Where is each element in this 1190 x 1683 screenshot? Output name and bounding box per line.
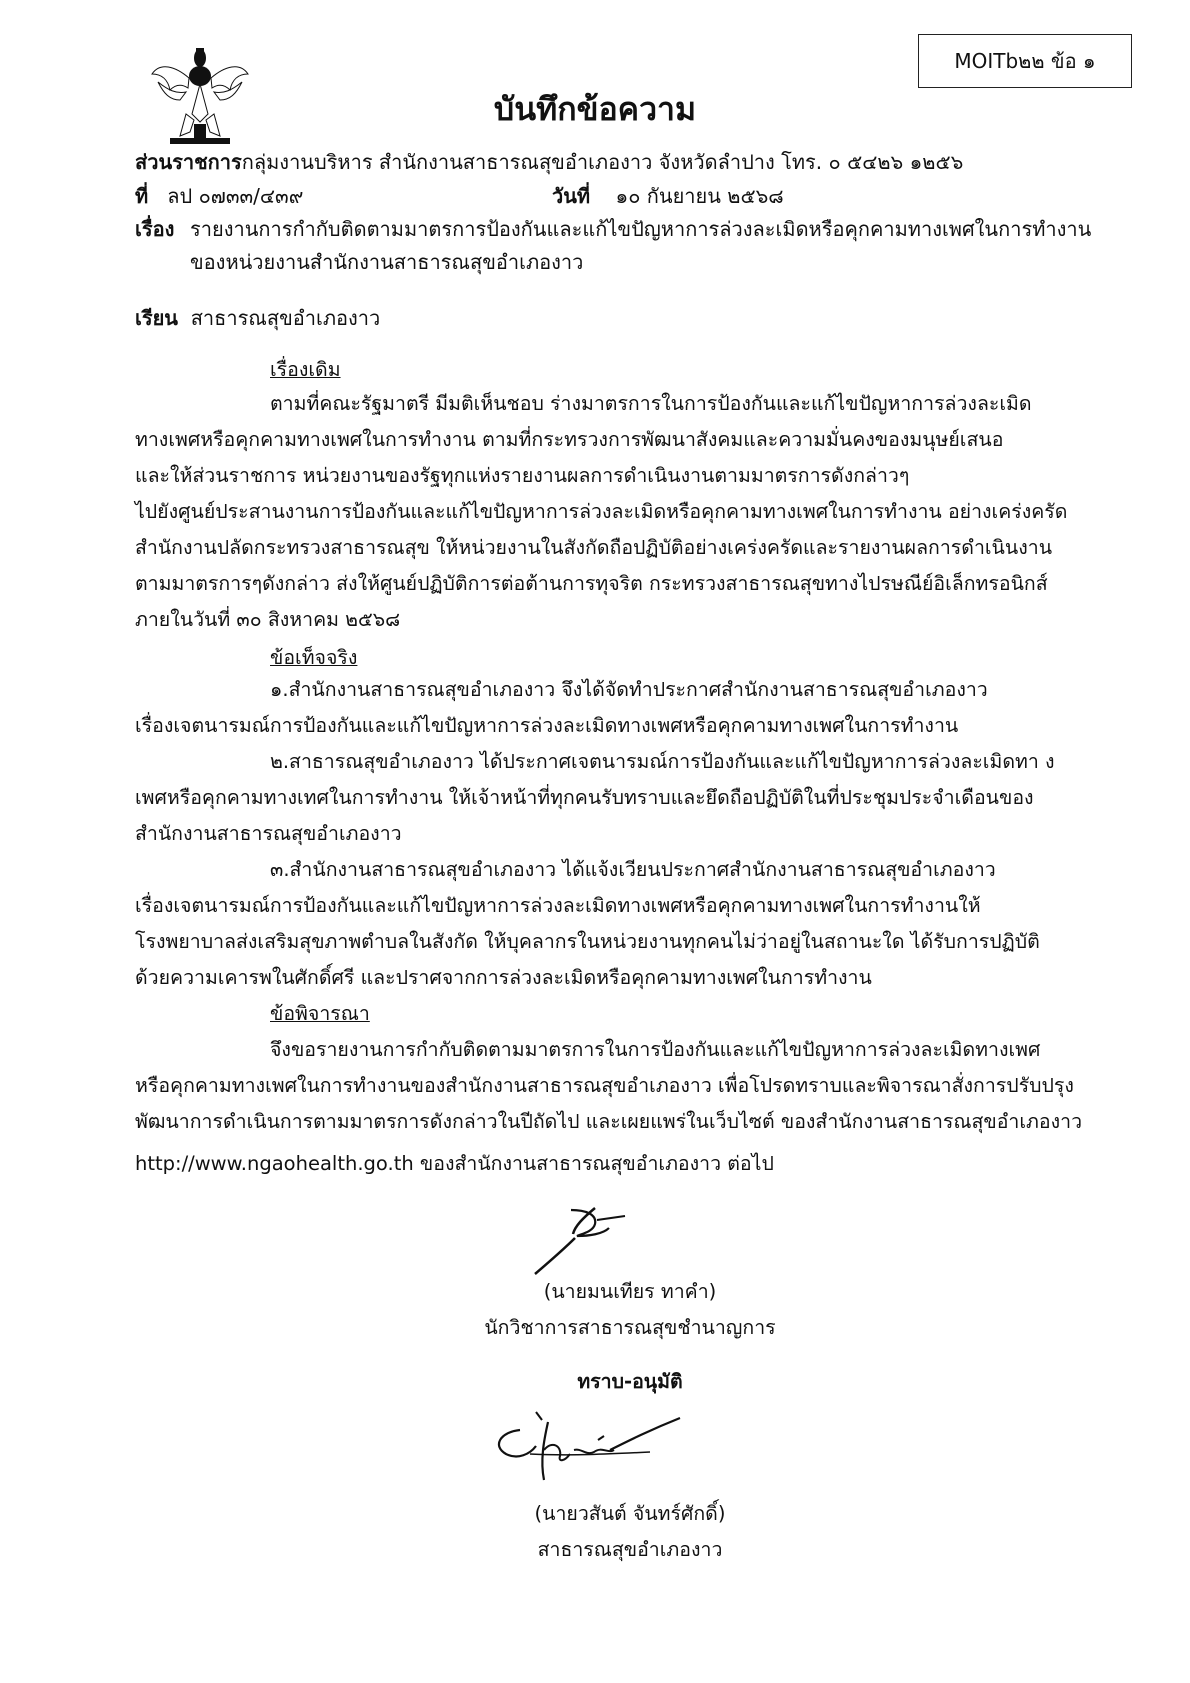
facts-heading: ข้อเท็จจริง [270, 646, 358, 669]
subject-line-1: รายงานการกำกับติดตามมาตรการป้องกันและแก้ไขปัญหาการล่วงละเมิดหรือคุกคามทางเพศในการทำงาน [190, 217, 1092, 241]
background-line: ทางเพศหรือคุกคามทางเพศในการทำงาน ตามที่กระทรวงการพัฒนาสังคมและความมั่นคงของมนุษย์เสนอ [135, 428, 1004, 451]
approver-position: สาธารณสุขอำเภองาว [537, 1538, 723, 1561]
ref-value: ลป ๐๗๓๓/๔๓๙ [167, 184, 304, 208]
approver-name: (นายวสันต์ จันทร์ศักดิ์) [534, 1502, 726, 1525]
facts-line: เรื่องเจตนารมณ์การป้องกันและแก้ไขปัญหาการล่วงละเมิดทางเพศหรือคุกคามทางเพศในการทำงานให้ [135, 894, 981, 917]
agency-row [135, 146, 963, 178]
background-line: ตามมาตรการๆดังกล่าว ส่งให้ศูนย์ปฏิบัติการต่อต้านการทุจริต กระทรวงสาธารณสุขทางไปรษณีย์อิเล็กทรอนิกส์ [135, 572, 1048, 595]
date-value: ๑๐ กันยายน ๒๕๖๘ [615, 184, 784, 208]
consideration-line: พัฒนาการดำเนินการตามมาตรการดังกล่าวในปีถัดไป และเผยแพร่ในเว็บไซต์ ของสำนักงานสาธารณสุขอำเภองาว [135, 1110, 1083, 1133]
subject-label: เรื่อง [135, 217, 175, 241]
consideration-line: หรือคุกคามทางเพศในการทำงานของสำนักงานสาธารณสุขอำเภองาว เพื่อโปรดทราบและพิจารณาสั่งการปรับปรุง [135, 1074, 1074, 1097]
background-line: สำนักงานปลัดกระทรวงสาธารณสุข ให้หน่วยงานในสังกัดถือปฏิบัติอย่างเคร่งครัดและรายงานผลการดำเนินงาน [135, 536, 1053, 559]
facts-line: ๓.สำนักงานสาธารณสุขอำเภองาว ได้แจ้งเวียนประกาศสำนักงานสาธารณสุขอำเภองาว [270, 858, 996, 881]
consideration-heading: ข้อพิจารณา [270, 1002, 370, 1025]
facts-line: โรงพยาบาลส่งเสริมสุขภาพตำบลในสังกัด ให้บุคลากรในหน่วยงานทุกคนไม่ว่าอยู่ในสถานะใด ได้รับการปฏิบัติ [135, 930, 1040, 953]
subject-line-2: ของหน่วยงานสำนักงานสาธารณสุขอำเภองาว [190, 250, 584, 274]
background-line: และให้ส่วนราชการ หน่วยงานของรัฐทุกแห่งรายงานผลการดำเนินงานตามมาตรการดังกล่าวๆ [135, 464, 910, 487]
facts-line: ๑.สำนักงานสาธารณสุขอำเภองาว จึงได้จัดทำประกาศสำนักงานสาธารณสุขอำเภองาว [270, 678, 988, 701]
to-row [135, 302, 380, 334]
background-heading: เรื่องเดิม [270, 358, 341, 381]
background-line: ภายในวันที่ ๓๐ สิงหาคม ๒๕๖๘ [135, 608, 401, 631]
signature-1-icon [525, 1200, 635, 1280]
facts-line: เพศหรือคุกคามทางเทศในการทำงาน ให้เจ้าหน้าที่ทุกคนรับทราบและยึดถือปฏิบัติในที่ประชุมประจำเดือนของ [135, 786, 1034, 809]
subject-row [135, 213, 174, 245]
facts-line: ๒.สาธารณสุขอำเภองาว ได้ประกาศเจตนารมณ์การป้องกันและแก้ไขปัญหาการล่วงละเมิดทา ง [270, 750, 1055, 773]
facts-line: เรื่องเจตนารมณ์การป้องกันและแก้ไขปัญหาการล่วงละเมิดทางเพศหรือคุกคามทางเพศในการทำงาน [135, 714, 959, 737]
memo-title: บันทึกข้อความ [493, 90, 697, 128]
form-code-box [918, 34, 1132, 88]
background-line: ตามที่คณะรัฐมาตรี มีมติเห็นชอบ ร่างมาตรการในการป้องกันและแก้ไขปัญหาการล่วงละเมิด [270, 392, 1032, 415]
signer-1-position: นักวิชาการสาธารณสุขชำนาญการ [484, 1316, 776, 1339]
ref-row [135, 180, 303, 212]
to-value: สาธารณสุขอำเภองาว [190, 306, 381, 330]
to-label: เรียน [135, 306, 178, 330]
date-row [552, 180, 784, 212]
facts-line: ด้วยความเคารพในศักดิ์ศรี และปราศจากการล่วงละเมิดหรือคุกคามทางเพศในการทำงาน [135, 966, 872, 989]
ref-label: ที่ [135, 184, 149, 208]
signer-1-name: (นายมนเทียร ทาคำ) [543, 1280, 717, 1303]
agency-label: ส่วนราชการ [135, 150, 242, 174]
date-label: วันที่ [552, 184, 591, 208]
consideration-line: จึงขอรายงานการกำกับติดตามมาตรการในการป้องกันและแก้ไขปัญหาการล่วงละเมิดทางเพศ [270, 1038, 1041, 1061]
consideration-line: http://www.ngaohealth.go.th ของสำนักงานสาธารณสุขอำเภองาว ต่อไป [135, 1152, 774, 1175]
background-line: ไปยังศูนย์ประสานงานการป้องกันและแก้ไขปัญหาการล่วงละเมิดหรือคุกคามทางเพศในการทำงาน อย่างเคร่งครัด [135, 500, 1068, 523]
facts-line: สำนักงานสาธารณสุขอำเภองาว [135, 822, 402, 845]
agency-value: กลุ่มงานบริหาร สำนักงานสาธารณสุขอำเภองาว จังหวัดลำปาง โทร. ๐ ๕๔๒๖ ๑๒๕๖ [241, 150, 964, 174]
approval-label: ทราบ-อนุมัติ [577, 1370, 683, 1393]
form-code: MOITb๒๒ ข้อ ๑ [954, 49, 1096, 73]
signature-2-icon [490, 1410, 700, 1490]
